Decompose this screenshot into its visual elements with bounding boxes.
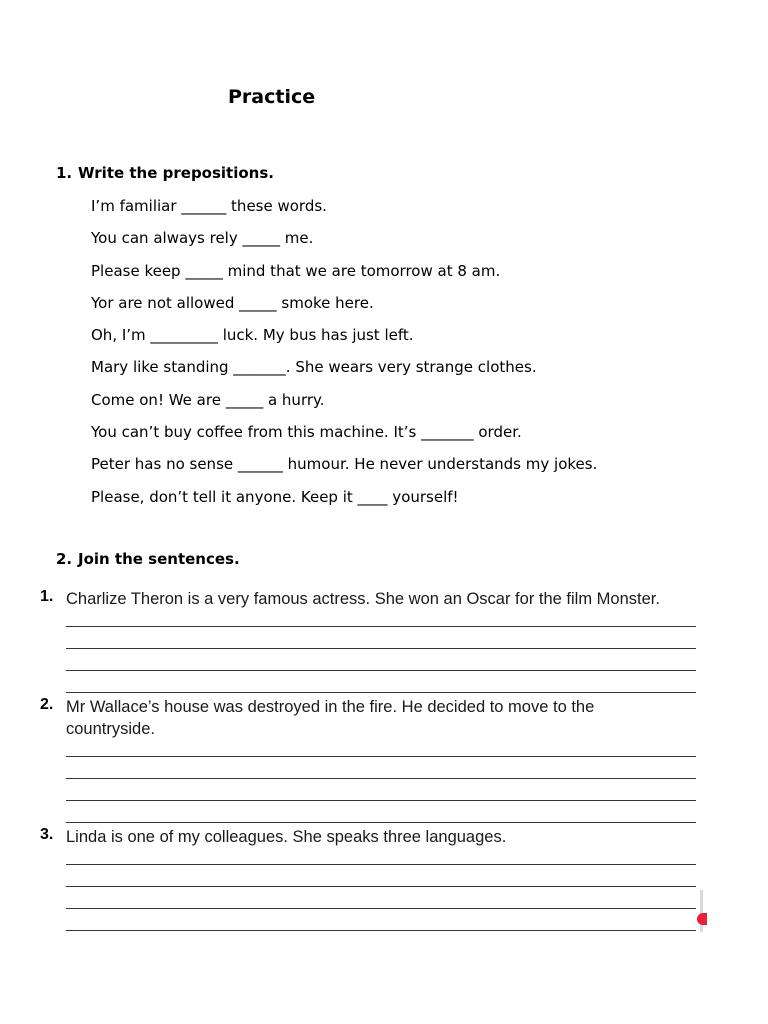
writing-line <box>66 692 696 693</box>
writing-line <box>66 822 696 823</box>
join-item-number: 1. <box>40 588 54 605</box>
writing-line <box>66 778 696 779</box>
list-item: Yor are not allowed _____ smoke here. <box>91 293 374 312</box>
page-edge-marker <box>700 890 703 932</box>
writing-line <box>66 756 696 757</box>
section-1-number: 1. <box>56 164 73 182</box>
writing-line <box>66 670 696 671</box>
join-item-text: Mr Wallace’s house was destroyed in the fire. He decided to move to the countryside. <box>66 698 595 738</box>
writing-line <box>66 864 696 865</box>
section-2-number: 2. <box>56 550 73 568</box>
section-1-heading <box>56 164 274 182</box>
section-1-heading-text: Write the prepositions. <box>78 164 274 182</box>
list-item: Oh, I’m _________ luck. My bus has just left. <box>91 326 414 345</box>
writing-line <box>66 648 696 649</box>
list-item: Please, don’t tell it anyone. Keep it ____ yourself! <box>91 487 459 506</box>
writing-line <box>66 908 696 909</box>
list-item: Peter has no sense ______ humour. He never understands my jokes. <box>91 455 598 474</box>
join-item-number: 3. <box>40 826 54 843</box>
writing-line <box>66 930 696 931</box>
join-item-number: 2. <box>40 696 54 713</box>
list-item: Come on! We are _____ a hurry. <box>91 390 325 409</box>
list-item: Mary like standing _______. She wears very strange clothes. <box>91 358 537 377</box>
list-item: Please keep _____ mind that we are tomorrow at 8 am. <box>91 261 501 280</box>
join-item-text: Charlize Theron is a very famous actress. She won an Oscar for the film Monster. <box>66 590 660 608</box>
list-item: You can always rely _____ me. <box>91 229 314 248</box>
red-page-marker <box>697 913 707 925</box>
writing-line <box>66 800 696 801</box>
join-item-text: Linda is one of my colleagues. She speaks three languages. <box>66 828 507 846</box>
page-title: Practice <box>228 86 316 108</box>
list-item: I’m familiar ______ these words. <box>91 197 327 215</box>
prepositions-list <box>91 196 597 519</box>
section-2-heading <box>56 550 240 568</box>
section-2-heading-text: Join the sentences. <box>78 550 240 568</box>
writing-line <box>66 886 696 887</box>
writing-line <box>66 626 696 627</box>
list-item: You can’t buy coffee from this machine. It’s _______ order. <box>91 423 522 442</box>
